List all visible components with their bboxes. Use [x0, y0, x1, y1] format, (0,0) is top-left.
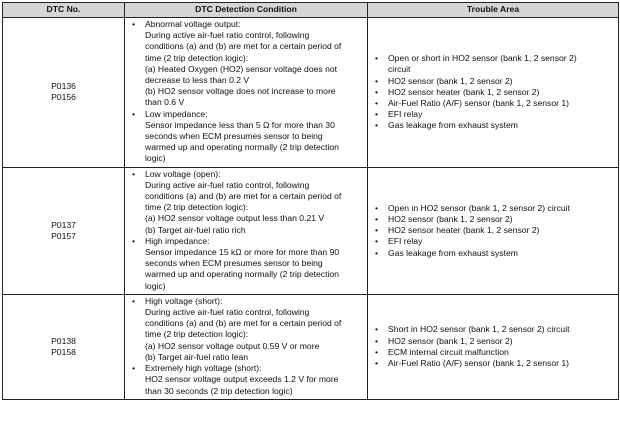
- condition-line: (b) Target air-fuel ratio lean: [145, 351, 249, 362]
- condition-line: time (2 trip detection logic):: [145, 329, 249, 340]
- trouble-line: EFI relay: [388, 109, 423, 120]
- bullet-icon: •: [375, 109, 379, 120]
- condition-list: [125, 19, 367, 165]
- header-detection-condition: DTC Detection Condition: [125, 3, 368, 18]
- dtc-table-container: [2, 2, 618, 400]
- trouble-line: HO2 sensor heater (bank 1, 2 sensor 2): [388, 86, 540, 97]
- trouble-line: Short in HO2 sensor (bank 1, 2 sensor 2) circuit: [388, 324, 570, 335]
- trouble-item: [368, 236, 618, 247]
- condition-list: [125, 169, 367, 292]
- trouble-item: [368, 109, 618, 120]
- trouble-area-cell: [368, 167, 619, 294]
- trouble-item: [368, 53, 618, 75]
- condition-line: conditions (a) and (b) are met for a certain period of: [145, 318, 342, 329]
- dtc-table-body: [3, 18, 619, 400]
- condition-item: [125, 109, 367, 165]
- trouble-line: Open or short in HO2 sensor (bank 1, 2 sensor 2): [388, 53, 577, 64]
- detection-condition-cell: [125, 167, 368, 294]
- bullet-icon: •: [375, 324, 379, 335]
- condition-line: conditions (a) and (b) are met for a certain period of: [145, 41, 342, 52]
- trouble-line: ECM internal circuit malfunction: [388, 346, 509, 357]
- condition-line: (b) Target air-fuel ratio rich: [145, 224, 246, 235]
- trouble-item: [368, 225, 618, 236]
- trouble-list: [368, 53, 618, 131]
- table-row: [3, 167, 619, 294]
- trouble-line: Gas leakage from exhaust system: [388, 120, 518, 131]
- bullet-icon: •: [375, 335, 379, 346]
- bullet-icon: •: [375, 75, 379, 86]
- bullet-icon: •: [375, 97, 379, 108]
- dtc-table: [2, 2, 619, 400]
- bullet-icon: •: [132, 19, 136, 29]
- condition-line: than 30 seconds (2 trip detection logic): [145, 385, 293, 396]
- trouble-line: HO2 sensor heater (bank 1, 2 sensor 2): [388, 225, 540, 236]
- condition-line: Abnormal voltage output:: [145, 19, 241, 29]
- header-trouble-area: Trouble Area: [368, 3, 619, 18]
- dtc-code: P0138: [51, 335, 76, 346]
- bullet-icon: •: [375, 236, 379, 247]
- condition-line: Sensor impedance less than 5 Ω for more than 30: [145, 119, 335, 130]
- bullet-icon: •: [375, 247, 379, 258]
- dtc-code: P0136: [51, 81, 76, 92]
- bullet-icon: •: [375, 225, 379, 236]
- bullet-icon: •: [132, 108, 136, 119]
- condition-item: [125, 296, 367, 363]
- condition-line: decrease to less than 0.2 V: [145, 75, 250, 86]
- trouble-line: Air-Fuel Ratio (A/F) sensor (bank 1, 2 sensor 1): [388, 357, 570, 368]
- bullet-icon: •: [375, 346, 379, 357]
- bullet-icon: •: [132, 363, 136, 374]
- detection-condition-cell: [125, 294, 368, 399]
- condition-line: During active air-fuel ratio control, following: [145, 30, 310, 41]
- bullet-icon: •: [375, 213, 379, 224]
- bullet-icon: •: [375, 357, 379, 368]
- trouble-item: [368, 87, 618, 98]
- dtc-code: P0157: [51, 230, 76, 241]
- dtc-code: P0137: [51, 219, 76, 230]
- trouble-line: Open in HO2 sensor (bank 1, 2 sensor 2) circuit: [388, 202, 570, 213]
- condition-line: Low impedance:: [145, 108, 208, 119]
- condition-line: During active air-fuel ratio control, following: [145, 179, 310, 190]
- trouble-item: [368, 203, 618, 214]
- trouble-line: HO2 sensor (bank 1, 2 sensor 2): [388, 75, 513, 86]
- dtc-codes-cell: [3, 294, 125, 399]
- condition-line: Extremely high voltage (short):: [145, 363, 262, 374]
- trouble-line: HO2 sensor (bank 1, 2 sensor 2): [388, 213, 513, 224]
- condition-line: (b) HO2 sensor voltage does not increase to more: [145, 86, 336, 97]
- header-dtc-no: DTC No.: [3, 3, 125, 18]
- trouble-line: HO2 sensor (bank 1, 2 sensor 2): [388, 335, 513, 346]
- condition-line: High voltage (short):: [145, 295, 223, 306]
- trouble-line: EFI relay: [388, 236, 423, 247]
- condition-item: [125, 236, 367, 292]
- condition-line: logic): [145, 153, 166, 164]
- condition-line: seconds when ECM presumes sensor to being: [145, 258, 323, 269]
- trouble-item: [368, 98, 618, 109]
- condition-line: seconds when ECM presumes sensor to being: [145, 131, 323, 142]
- bullet-icon: •: [375, 120, 379, 131]
- dtc-code: P0156: [51, 92, 76, 103]
- trouble-line: circuit: [388, 64, 411, 75]
- trouble-item: [368, 120, 618, 131]
- condition-item: [125, 169, 367, 236]
- bullet-icon: •: [375, 86, 379, 97]
- trouble-item: [368, 324, 618, 335]
- condition-line: time (2 trip detection logic):: [145, 52, 249, 63]
- bullet-icon: •: [375, 202, 379, 213]
- condition-line: Sensor impedance 15 kΩ or more for more than 90: [145, 247, 340, 258]
- condition-list: [125, 296, 367, 397]
- trouble-area-cell: [368, 294, 619, 399]
- condition-line: (a) Heated Oxygen (HO2) sensor voltage does not: [145, 63, 338, 74]
- dtc-codes-cell: [3, 167, 125, 294]
- detection-condition-cell: [125, 18, 368, 168]
- condition-item: [125, 363, 367, 397]
- bullet-icon: •: [375, 53, 379, 64]
- condition-line: (a) HO2 sensor voltage output 0.59 V or more: [145, 340, 320, 351]
- condition-line: During active air-fuel ratio control, following: [145, 307, 310, 318]
- header-row: [3, 3, 619, 18]
- dtc-code: P0158: [51, 346, 76, 357]
- dtc-codes-cell: [3, 18, 125, 168]
- condition-line: conditions (a) and (b) are met for a certain period of: [145, 191, 342, 202]
- trouble-item: [368, 76, 618, 87]
- condition-line: time (2 trip detection logic):: [145, 202, 249, 213]
- trouble-line: Gas leakage from exhaust system: [388, 247, 518, 258]
- trouble-list: [368, 203, 618, 259]
- condition-line: (a) HO2 sensor voltage output less than 0.21 V: [145, 213, 325, 224]
- trouble-item: [368, 248, 618, 259]
- bullet-icon: •: [132, 295, 136, 306]
- condition-line: HO2 sensor voltage output exceeds 1.2 V for more: [145, 374, 339, 385]
- trouble-line: Air-Fuel Ratio (A/F) sensor (bank 1, 2 sensor 1): [388, 97, 570, 108]
- trouble-area-cell: [368, 18, 619, 168]
- condition-line: than 0.6 V: [145, 97, 185, 108]
- condition-line: logic): [145, 280, 166, 291]
- bullet-icon: •: [132, 168, 136, 179]
- trouble-list: [368, 324, 618, 369]
- trouble-item: [368, 358, 618, 369]
- bullet-icon: •: [132, 235, 136, 246]
- trouble-item: [368, 336, 618, 347]
- condition-line: warmed up and operating normally (2 trip detection: [145, 142, 339, 153]
- condition-item: [125, 19, 367, 109]
- condition-line: Low voltage (open):: [145, 168, 221, 179]
- trouble-item: [368, 347, 618, 358]
- condition-line: High impedance:: [145, 235, 210, 246]
- trouble-item: [368, 214, 618, 225]
- table-row: [3, 18, 619, 168]
- table-row: [3, 294, 619, 399]
- condition-line: warmed up and operating normally (2 trip detection: [145, 269, 339, 280]
